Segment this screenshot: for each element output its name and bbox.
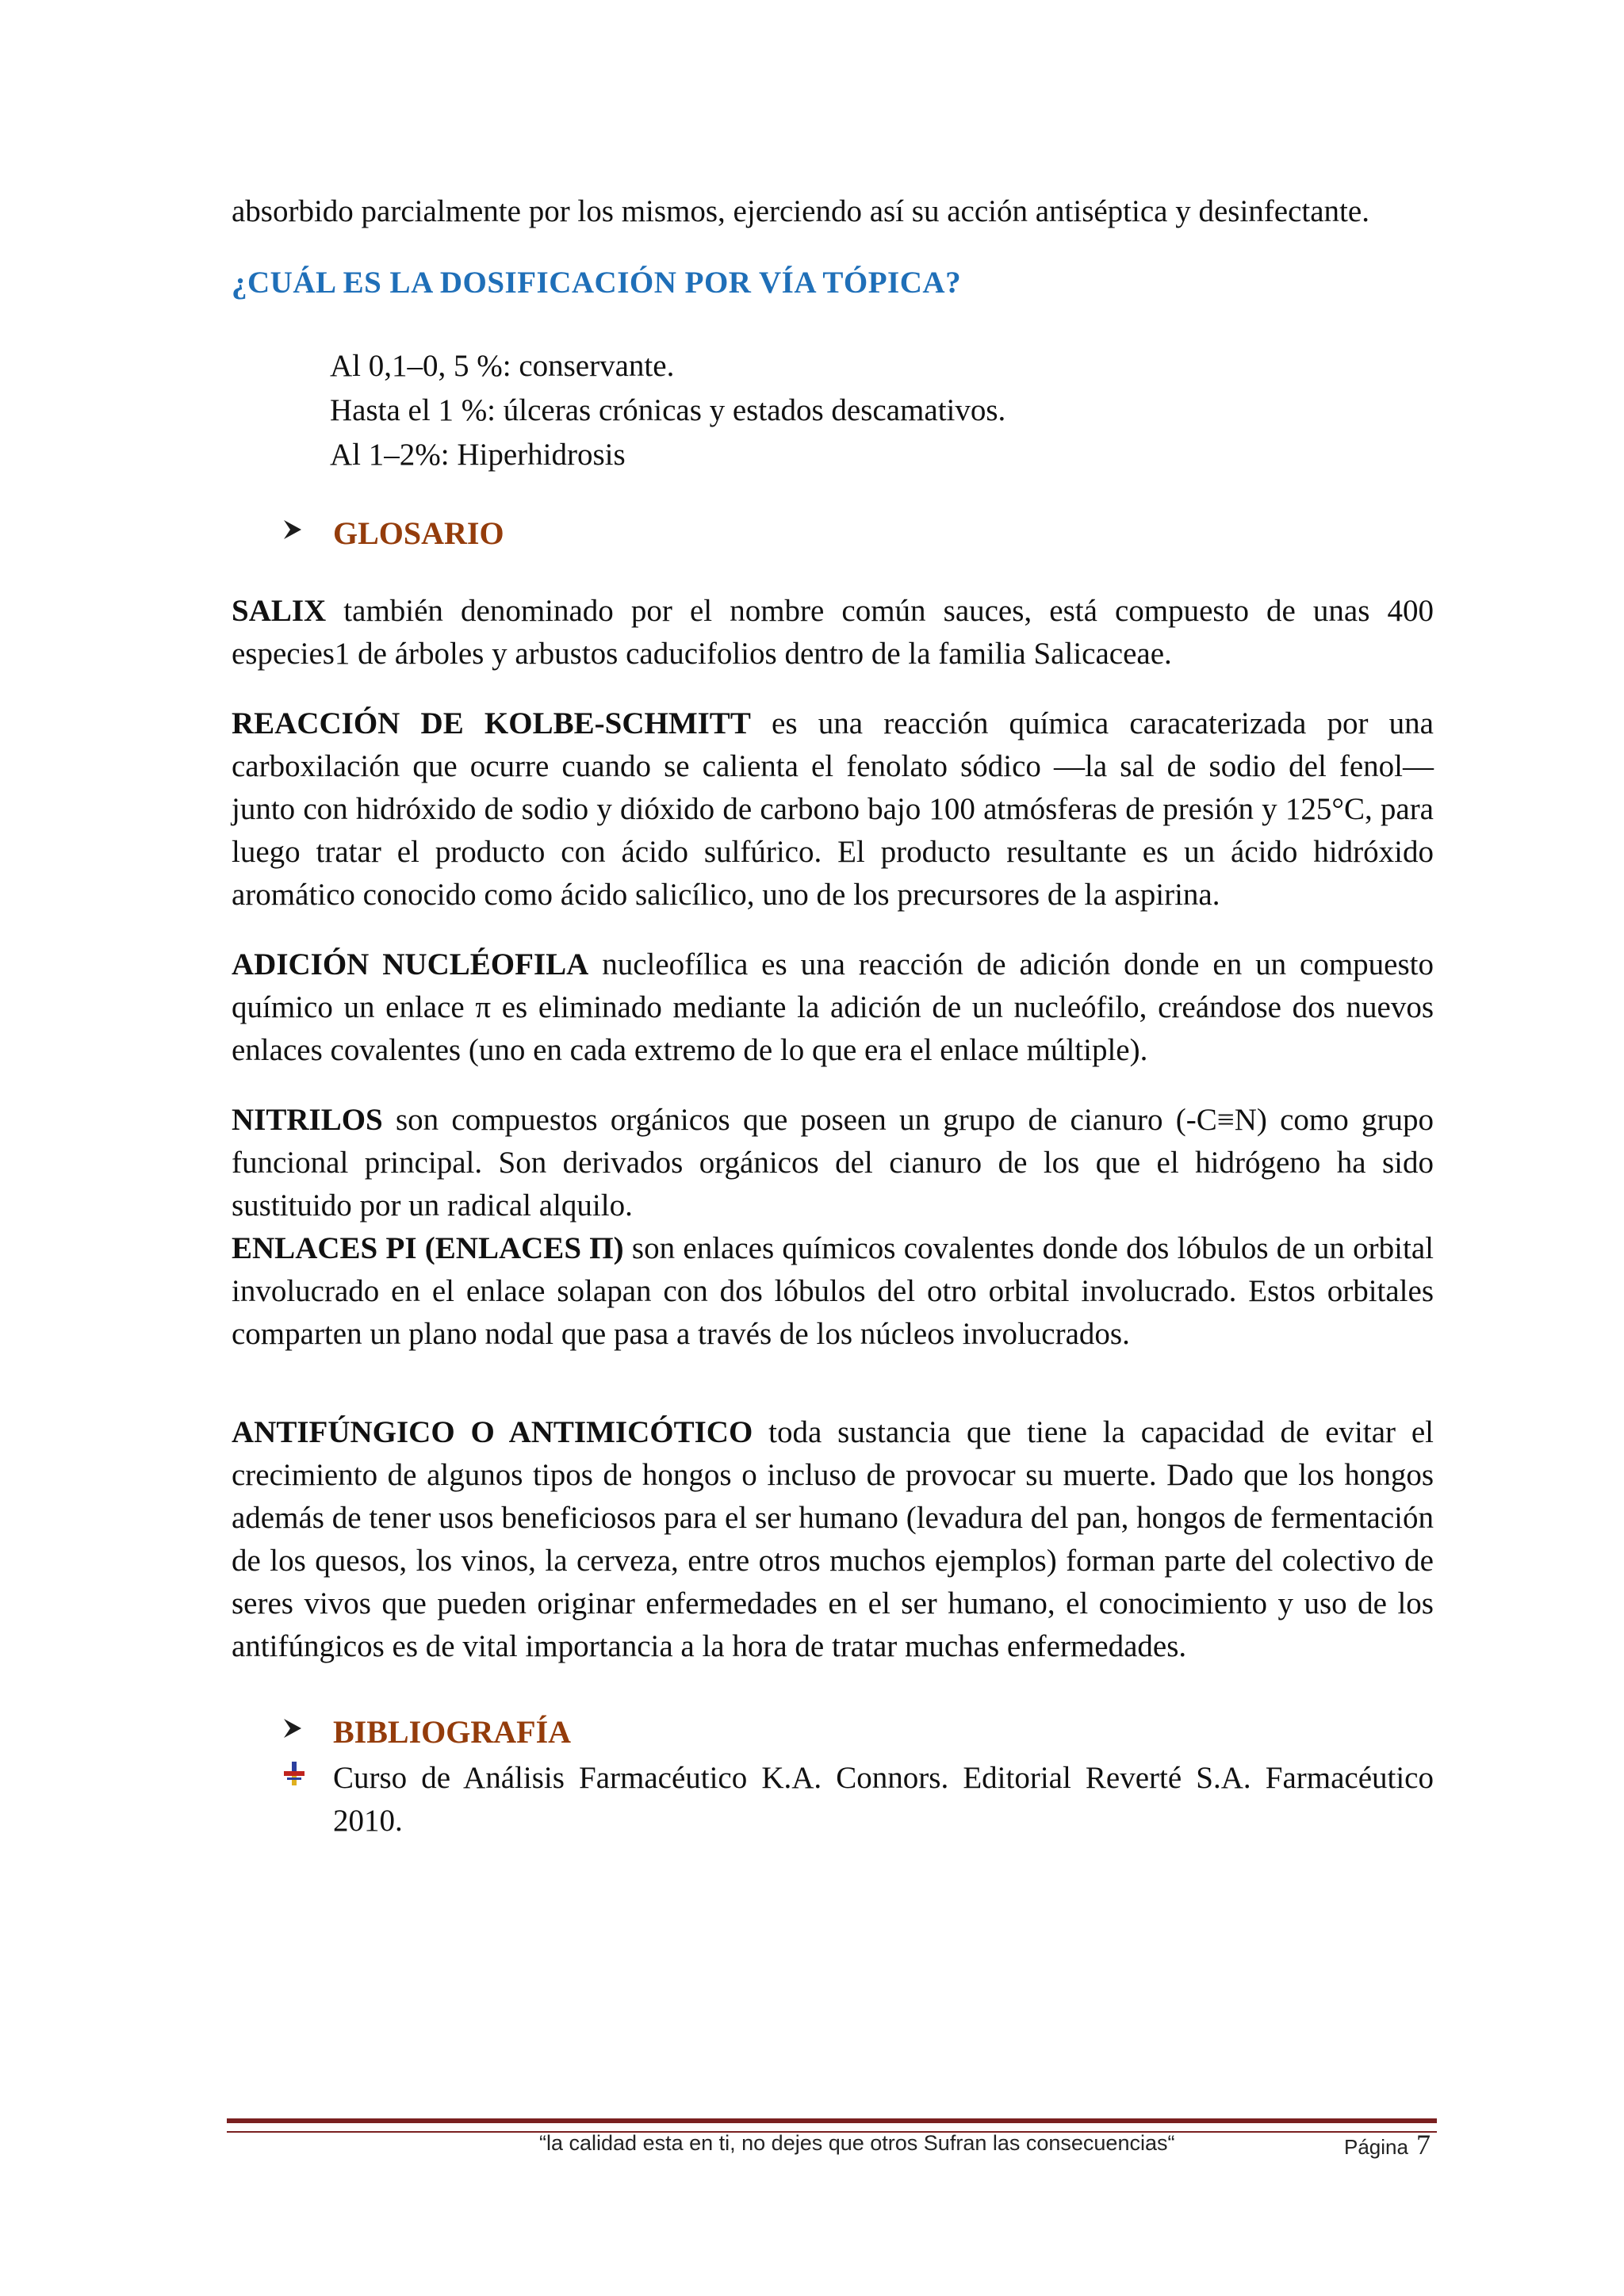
bibliography-heading <box>281 1711 1434 1754</box>
document-page <box>232 190 1434 1843</box>
glossary-term-name: REACCIÓN DE KOLBE-SCHMITT <box>232 706 751 740</box>
glossary-term <box>232 702 1434 916</box>
glossary-term <box>232 1099 1434 1227</box>
glossary-term-definition: son compuestos orgánicos que poseen un grupo de cianuro (-C≡N) como grupo funcional principal. Son derivados orgánicos del cianuro de los que el hidrógeno ha sido sustituido por un radical alquilo. <box>232 1103 1434 1223</box>
dosage-line: Hasta el 1 %: úlceras crónicas y estados descamativos. <box>330 393 1006 427</box>
arrow-bullet-icon <box>281 512 312 555</box>
bibliography-heading-label: BIBLIOGRAFÍA <box>333 1714 572 1750</box>
glossary-term-name: NITRILOS <box>232 1103 383 1137</box>
glossary-heading-label: GLOSARIO <box>333 515 504 551</box>
footer-page-number <box>1344 2128 1431 2161</box>
glossary-term <box>232 590 1434 675</box>
glossary-term-name: ANTIFÚNGICO O ANTIMICÓTICO <box>232 1415 753 1449</box>
plus-bullet-icon <box>281 1757 312 1800</box>
page-label: Página <box>1344 2135 1408 2159</box>
glossary-term-name: ADICIÓN NUCLÉOFILA <box>232 947 589 982</box>
dosage-line: Al 1–2%: Hiperhidrosis <box>330 438 626 472</box>
glossary-term-definition: son enlaces químicos covalentes donde dos lóbulos de un orbital involucrado en el enlace solapan con dos lóbulos del otro orbital involucrado. Estos orbitales comparten un plano nodal que pasa a través de los núcleos involucrados. <box>232 1231 1434 1351</box>
glossary-term-definition: nucleofílica es una reacción de adición donde en un compuesto químico un enlace π es eliminado mediante la adición de un nucleófilo, creándose dos nuevos enlaces covalentes (uno en cada extremo de lo que era el enlace múltiple). <box>232 947 1434 1067</box>
glossary-term-name: ENLACES PI (ENLACES Π) <box>232 1231 624 1265</box>
dosage-heading: ¿CUÁL ES LA DOSIFICACIÓN POR VÍA TÓPICA? <box>232 266 962 300</box>
intro-paragraph: absorbido parcialmente por los mismos, ejerciendo así su acción antiséptica y desinfectante. <box>232 194 1369 228</box>
glossary-term-definition: toda sustancia que tiene la capacidad de evitar el crecimiento de algunos tipos de hongos o incluso de provocar su muerte. Dado que los hongos además de tener usos beneficiosos para el ser humano (levadura del pan, hongos de fermentación de los quesos, los vinos, la cerveza, entre otros muchos ejemplos) forman parte del colectivo de seres vivos que pueden originar enfermedades en el ser humano, el conocimiento y uso de los antifúngicos es de vital importancia a la hora de tratar muchas enfermedades. <box>232 1415 1434 1663</box>
arrow-bullet-icon <box>281 1711 312 1754</box>
glossary-term-definition: es una reacción química caracaterizada por una carboxilación que ocurre cuando se calienta el fenolato sódico —la sal de sodio del fenol— junto con hidróxido de sodio y dióxido de carbono bajo 100 atmósferas de presión y 125°C, para luego tratar el producto con ácido sulfúrico. El producto resultante es un ácido hidróxido aromático conocido como ácido salicílico, uno de los precursores de la aspirina. <box>232 706 1434 912</box>
bibliography-item-text: Curso de Análisis Farmacéutico K.A. Connors. Editorial Reverté S.A. Farmacéutico 2010. <box>333 1761 1434 1838</box>
glossary-term <box>232 943 1434 1072</box>
dosage-list <box>330 344 1434 477</box>
glossary-heading <box>281 512 1434 555</box>
glossary-term <box>232 1227 1434 1356</box>
glossary-term-definition: también denominado por el nombre común sauces, está compuesto de unas 400 especies1 de árboles y arbustos caducifolios dentro de la familia Salicaceae. <box>232 594 1434 671</box>
bibliography-item <box>281 1757 1434 1843</box>
page-number: 7 <box>1415 2129 1431 2160</box>
glossary-term <box>232 1411 1434 1668</box>
dosage-line: Al 0,1–0, 5 %: conservante. <box>330 349 675 383</box>
footer-quote: “la calidad esta en ti, no dejes que otros Sufran las consecuencias“ <box>539 2131 1175 2155</box>
glossary-term-name: SALIX <box>232 594 327 628</box>
